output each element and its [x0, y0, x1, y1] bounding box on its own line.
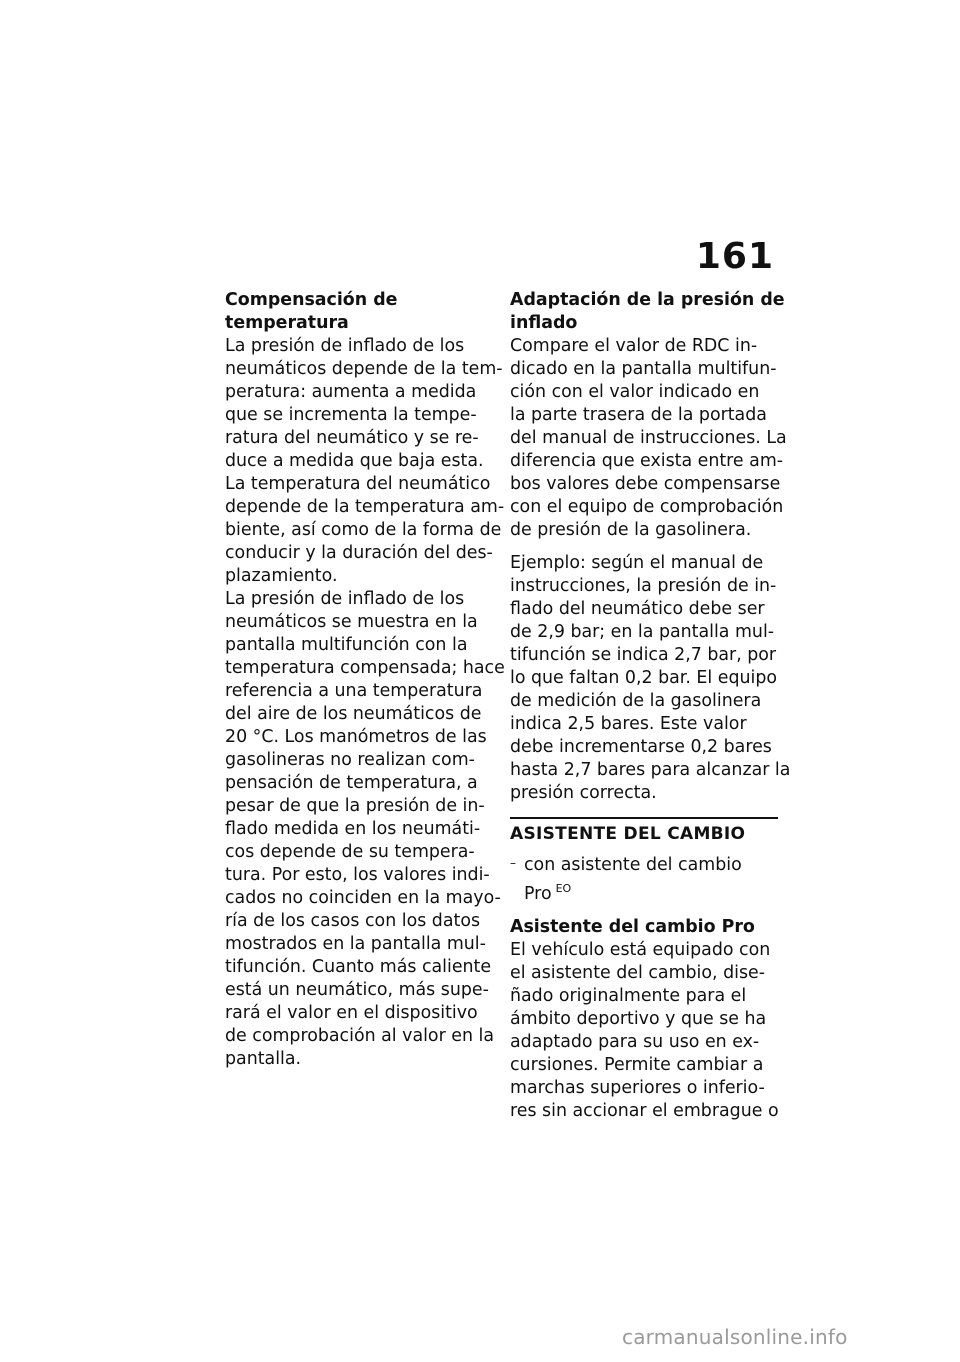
paragraph-compensated-display — [225, 588, 505, 1071]
heading-pressure-adaptation — [510, 289, 785, 335]
text-line: mostrados en la pantalla mul- — [225, 934, 486, 954]
text-line: de medición de la gasolinera — [510, 691, 762, 711]
text-line: ratura del neumático y se re- — [225, 428, 479, 448]
right-column — [510, 289, 791, 1123]
text-line: conducir y la duración del des- — [225, 543, 493, 563]
equipment-bullet — [510, 852, 782, 877]
text-line: con el equipo de comprobación — [510, 497, 784, 517]
text-line: tifunción se indica 2,7 bar, por — [510, 645, 777, 665]
text-line: Ejemplo: según el manual de — [510, 553, 764, 573]
text-line: de comprobación al valor en la — [225, 1026, 494, 1046]
watermark: carmanualsonline.info — [622, 1325, 848, 1349]
text-line: pantalla. — [225, 1049, 302, 1069]
text-line: peratura: aumenta a medida — [225, 382, 477, 402]
text-line: pensación de temperatura, a — [225, 773, 478, 793]
text-line: biente, así como de la forma de — [225, 520, 502, 540]
text-line: flado medida en los neumáti- — [225, 819, 481, 839]
text-line: rará el valor en el dispositivo — [225, 1003, 478, 1023]
text-line: presión correcta. — [510, 783, 657, 803]
text-line: del manual de instrucciones. La — [510, 428, 787, 448]
text-line: La presión de inflado de los — [225, 336, 465, 356]
bullet-text: con asistente del cambio — [524, 855, 742, 875]
text-line: neumáticos se muestra en la — [225, 612, 478, 632]
heading-line: Compensación de — [225, 290, 398, 310]
text-line: pesar de que la presión de in- — [225, 796, 485, 816]
text-line: flado del neumático debe ser — [510, 599, 765, 619]
heading-line: inflado — [510, 313, 578, 333]
heading-shift-assistant: Asistente del cambio Pro — [510, 917, 755, 937]
text-line: cados no coinciden en la mayo- — [225, 888, 501, 908]
paragraph-shift-assistant — [510, 939, 782, 1123]
text-line: el asistente del cambio, dise- — [510, 963, 765, 983]
text-line: la parte trasera de la portada — [510, 405, 767, 425]
bullet-continuation — [510, 877, 782, 906]
text-line: tifunción. Cuanto más caliente — [225, 957, 492, 977]
text-line: dicado en la pantalla multifun- — [510, 359, 777, 379]
text-line: gasolineras no realizan com- — [225, 750, 475, 770]
text-line: ñado originalmente para el — [510, 986, 747, 1006]
bullet-text: Pro — [524, 884, 552, 904]
text-line: El vehículo está equipado con — [510, 940, 771, 960]
text-line: indica 2,5 bares. Este valor — [510, 714, 747, 734]
page-number: 161 — [695, 236, 774, 277]
paragraph-temperature-dependence — [225, 335, 505, 588]
text-line: cursiones. Permite cambiar a — [510, 1055, 764, 1075]
heading-line: Adaptación de la presión de — [510, 290, 785, 310]
text-line: referencia a una temperatura — [225, 681, 483, 701]
text-line: del aire de los neumáticos de — [225, 704, 482, 724]
text-line: está un neumático, más supe- — [225, 980, 489, 1000]
text-line: ción con el valor indicado en — [510, 382, 760, 402]
paragraph-compare-rdc — [510, 335, 787, 542]
text-line: plazamiento. — [225, 566, 338, 586]
bullet-dash: – — [510, 856, 516, 870]
text-line: duce a medida que baja esta. — [225, 451, 484, 471]
paragraph-example — [510, 552, 791, 805]
paragraph-gap — [510, 542, 782, 552]
text-line: depende de la temperatura am- — [225, 497, 505, 517]
text-line: Compare el valor de RDC in- — [510, 336, 758, 356]
text-line: diferencia que exista entre am- — [510, 451, 784, 471]
optional-equipment-marker: EO — [555, 882, 572, 895]
text-line: de 2,9 bar; en la pantalla mul- — [510, 622, 775, 642]
text-line: temperatura compensada; hace — [225, 658, 505, 678]
section-title: ASISTENTE DEL CAMBIO — [510, 824, 746, 844]
text-line: debe incrementarse 0,2 bares — [510, 737, 772, 757]
text-line: neumáticos depende de la tem- — [225, 359, 503, 379]
text-line: de presión de la gasolinera. — [510, 520, 752, 540]
heading-line: temperatura — [225, 313, 349, 333]
text-line: La temperatura del neumático — [225, 474, 491, 494]
text-line: adaptado para su uso en ex- — [510, 1032, 760, 1052]
text-line: bos valores debe compensarse — [510, 474, 781, 494]
section-divider — [510, 817, 778, 819]
text-line: 20 °C. Los manómetros de las — [225, 727, 487, 747]
text-line: res sin accionar el embrague o — [510, 1101, 779, 1121]
paragraph-gap — [510, 906, 782, 916]
text-line: instrucciones, la presión de in- — [510, 576, 777, 596]
text-line: ría de los casos con los datos — [225, 911, 481, 931]
heading-temperature-compensation — [225, 289, 493, 335]
text-line: que se incrementa la tempe- — [225, 405, 477, 425]
text-line: hasta 2,7 bares para alcanzar la — [510, 760, 791, 780]
left-column — [225, 289, 505, 1071]
text-line: La presión de inflado de los — [225, 589, 465, 609]
text-line: lo que faltan 0,2 bar. El equipo — [510, 668, 778, 688]
text-line: pantalla multifunción con la — [225, 635, 468, 655]
text-line: ámbito deportivo y que se ha — [510, 1009, 767, 1029]
text-line: cos depende de su tempera- — [225, 842, 475, 862]
text-line: tura. Por esto, los valores indi- — [225, 865, 490, 885]
text-line: marchas superiores o inferio- — [510, 1078, 765, 1098]
